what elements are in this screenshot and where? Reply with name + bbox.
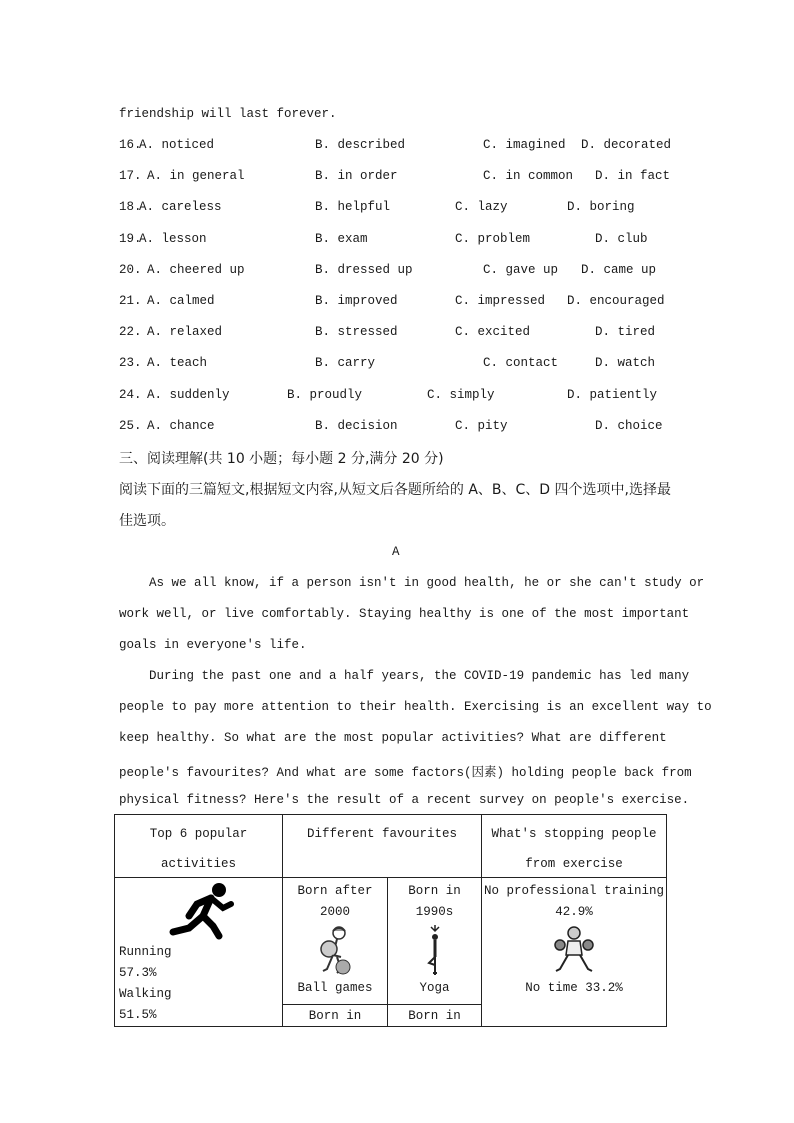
intro-line: friendship will last forever. <box>119 107 337 121</box>
section-instruction-2: 佳选项。 <box>119 513 175 529</box>
question-number: 21. <box>119 294 142 308</box>
option-a: A. suddenly <box>147 388 230 402</box>
running-label: Running <box>119 945 172 959</box>
section-heading: 三、阅读理解(共 10 小题；每小题 2 分,满分 20 分) <box>119 451 444 467</box>
cell-born-next-b: Born in <box>388 1004 482 1026</box>
cell-popular <box>115 878 283 1027</box>
cell-born-1990s: Born in 1990s Yoga <box>388 878 482 1005</box>
section-instruction-1: 阅读下面的三篇短文,根据短文内容,从短文后各题所给的 A、B、C、D 四个选项中,选择最 <box>119 482 671 498</box>
question-number: 24. <box>119 388 142 402</box>
option-b: B. helpful <box>315 200 391 214</box>
option-b: B. decision <box>315 419 398 433</box>
passage-line: people's favourites? And what are some factors(因素) holding people back from <box>119 766 692 780</box>
passage-line: goals in everyone's life. <box>119 638 307 652</box>
question-number: 25. <box>119 419 142 433</box>
option-b: B. dressed up <box>315 263 413 277</box>
option-a: A. noticed <box>139 138 215 152</box>
option-c: C. in common <box>483 169 574 183</box>
option-b: B. carry <box>315 356 376 370</box>
option-a: A. in general <box>147 169 245 183</box>
yoga-icon <box>423 925 447 977</box>
option-c: C. simply <box>427 388 495 402</box>
option-b: B. exam <box>315 232 368 246</box>
passage-line: During the past one and a half years, the COVID-19 pandemic has led many <box>119 669 690 683</box>
passage-label: A <box>392 545 400 559</box>
walking-pct: 51.5% <box>119 1008 157 1022</box>
passage-line: people to pay more attention to their health. Exercising is an excellent way to <box>119 700 712 714</box>
cell-born-next-a: Born in <box>283 1004 388 1026</box>
option-c: C. imagined <box>483 138 566 152</box>
option-b: B. proudly <box>287 388 363 402</box>
boxer-icon <box>552 925 596 973</box>
option-d: D. encouraged <box>567 294 665 308</box>
passage-line: work well, or live comfortably. Staying healthy is one of the most important <box>119 607 690 621</box>
option-d: D. boring <box>567 200 635 214</box>
question-number: 20. <box>119 263 142 277</box>
option-d: D. patiently <box>567 388 658 402</box>
question-number: 19. <box>119 232 142 246</box>
question-number: 17. <box>119 169 142 183</box>
option-c: C. lazy <box>455 200 508 214</box>
survey-table <box>114 814 667 1027</box>
option-a: A. careless <box>139 200 222 214</box>
option-d: D. tired <box>595 325 656 339</box>
header-popular: Top 6 popular activities <box>115 815 283 878</box>
running-pct: 57.3% <box>119 966 157 980</box>
option-d: D. came up <box>581 263 657 277</box>
question-number: 18. <box>119 200 142 214</box>
option-c: C. impressed <box>455 294 546 308</box>
option-c: C. pity <box>455 419 508 433</box>
option-d: D. club <box>595 232 648 246</box>
option-b: B. stressed <box>315 325 398 339</box>
passage-line: keep healthy. So what are the most popular activities? What are different <box>119 731 667 745</box>
option-c: C. gave up <box>483 263 559 277</box>
option-b: B. in order <box>315 169 398 183</box>
option-b: B. described <box>315 138 406 152</box>
option-c: C. contact <box>483 356 559 370</box>
option-a: A. cheered up <box>147 263 245 277</box>
option-d: D. watch <box>595 356 656 370</box>
option-a: A. calmed <box>147 294 215 308</box>
walking-label: Walking <box>119 987 172 1001</box>
question-number: 23. <box>119 356 142 370</box>
option-c: C. problem <box>455 232 531 246</box>
option-a: A. chance <box>147 419 215 433</box>
option-d: D. in fact <box>595 169 671 183</box>
question-number: 22. <box>119 325 142 339</box>
cell-born-2000: Born after 2000 Ball games <box>283 878 388 1005</box>
option-a: A. teach <box>147 356 208 370</box>
option-a: A. relaxed <box>147 325 223 339</box>
option-a: A. lesson <box>139 232 207 246</box>
option-d: D. choice <box>595 419 663 433</box>
option-c: C. excited <box>455 325 531 339</box>
cell-stopping: No professional training 42.9% No time 33.2% <box>482 878 667 1027</box>
header-stopping: What's stopping people from exercise <box>482 815 667 878</box>
question-number: 16. <box>119 138 142 152</box>
option-d: D. decorated <box>581 138 672 152</box>
passage-line: physical fitness? Here's the result of a recent survey on people's exercise. <box>119 793 690 807</box>
runner-icon <box>167 882 237 940</box>
option-b: B. improved <box>315 294 398 308</box>
passage-line: As we all know, if a person isn't in good health, he or she can't study or <box>119 576 705 590</box>
ball-games-icon <box>315 925 355 977</box>
header-favourites: Different favourites <box>283 815 482 878</box>
